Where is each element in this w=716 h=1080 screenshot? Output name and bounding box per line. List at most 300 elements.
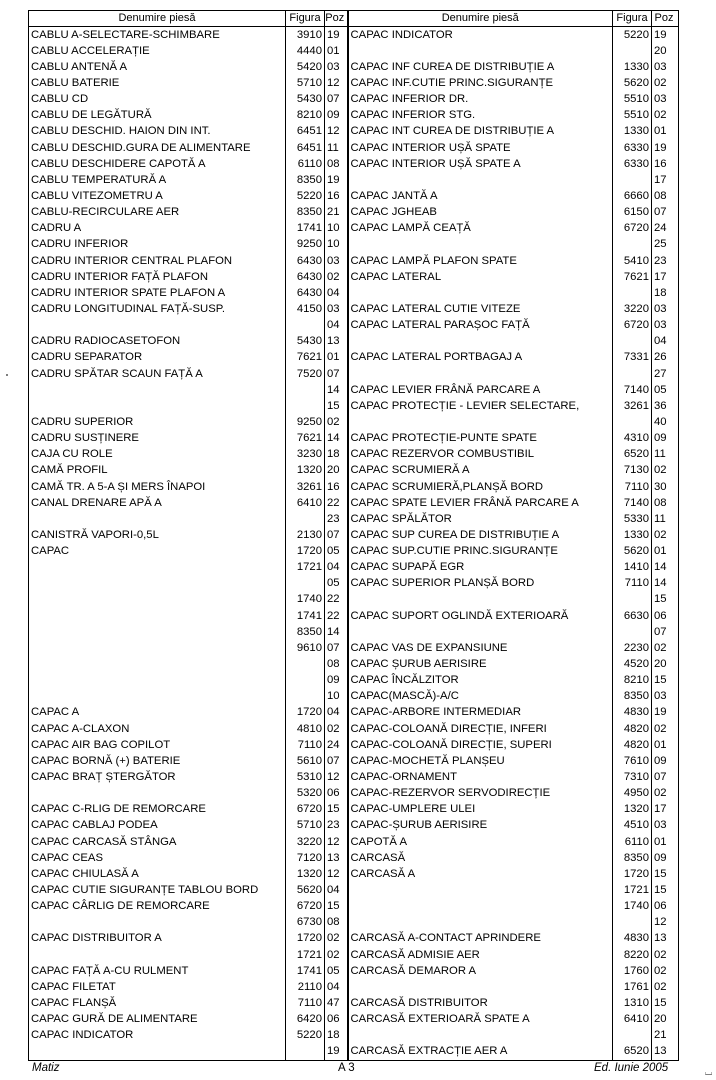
part-name-left: CADRU SUPERIOR bbox=[29, 414, 286, 430]
figura-right: 5620 bbox=[613, 75, 652, 91]
part-name-left: CANISTRĂ VAPORI-0,5L bbox=[29, 527, 286, 543]
part-name-right: CAPAC INF CUREA DE DISTRIBUȚIE A bbox=[348, 59, 613, 75]
table-row bbox=[29, 769, 679, 785]
poz-left: 06 bbox=[325, 786, 348, 802]
poz-left: 02 bbox=[325, 947, 348, 963]
part-name-right: CAPAC-ORNAMENT bbox=[348, 769, 613, 785]
figura-left: 5310 bbox=[286, 769, 325, 785]
figura-right: 5510 bbox=[613, 108, 652, 124]
poz-right: 14 bbox=[652, 560, 679, 576]
poz-right: 06 bbox=[652, 899, 679, 915]
parts-table bbox=[28, 10, 679, 1061]
table-body bbox=[29, 27, 679, 1061]
poz-left: 02 bbox=[325, 414, 348, 430]
part-name-left: CABLU DE LEGĂTURĂ bbox=[29, 108, 286, 124]
poz-left: 04 bbox=[325, 882, 348, 898]
poz-right: 12 bbox=[652, 915, 679, 931]
figura-right: 1761 bbox=[613, 979, 652, 995]
part-name-left: CAPAC A-CLAXON bbox=[29, 721, 286, 737]
part-name-right bbox=[348, 624, 613, 640]
part-name-right: CAPAC INTERIOR UȘĂ SPATE bbox=[348, 140, 613, 156]
part-name-right: CARCASĂ DEMAROR A bbox=[348, 963, 613, 979]
poz-left: 06 bbox=[325, 1012, 348, 1028]
part-name-right: CAPAC SUPERIOR PLANȘĂ BORD bbox=[348, 576, 613, 592]
table-row bbox=[29, 899, 679, 915]
part-name-left: CAPAC C-RLIG DE REMORCARE bbox=[29, 802, 286, 818]
poz-right: 20 bbox=[652, 43, 679, 59]
poz-left: 05 bbox=[325, 544, 348, 560]
part-name-right: CAPAC-COLOANĂ DIRECȚIE, INFERI bbox=[348, 721, 613, 737]
part-name-left bbox=[29, 592, 286, 608]
part-name-right: CARCASĂ EXTERIOARĂ SPATE A bbox=[348, 1012, 613, 1028]
figura-right: 4830 bbox=[613, 931, 652, 947]
poz-right: 14 bbox=[652, 576, 679, 592]
part-name-left: CADRU INTERIOR FAȚĂ PLAFON bbox=[29, 269, 286, 285]
poz-right: 07 bbox=[652, 205, 679, 221]
figura-right: 6520 bbox=[613, 1044, 652, 1061]
poz-right: 02 bbox=[652, 947, 679, 963]
part-name-left: CAMĂ PROFIL bbox=[29, 463, 286, 479]
figura-left: 1320 bbox=[286, 866, 325, 882]
header-name-right: Denumire piesă bbox=[348, 11, 613, 27]
poz-right: 30 bbox=[652, 479, 679, 495]
poz-left: 18 bbox=[325, 1028, 348, 1044]
figura-right: 6110 bbox=[613, 834, 652, 850]
table-row bbox=[29, 624, 679, 640]
figura-left: 1741 bbox=[286, 963, 325, 979]
figura-right: 7621 bbox=[613, 269, 652, 285]
part-name-right: CAPAC(MASCĂ)-A/C bbox=[348, 689, 613, 705]
table-row bbox=[29, 431, 679, 447]
figura-left: 1721 bbox=[286, 560, 325, 576]
poz-left: 24 bbox=[325, 737, 348, 753]
figura-left: 7110 bbox=[286, 737, 325, 753]
part-name-right: CAPAC JGHEAB bbox=[348, 205, 613, 221]
table-row bbox=[29, 592, 679, 608]
poz-left: 15 bbox=[325, 802, 348, 818]
table-row bbox=[29, 527, 679, 543]
figura-left: 5220 bbox=[286, 188, 325, 204]
table-row bbox=[29, 124, 679, 140]
figura-right: 6410 bbox=[613, 1012, 652, 1028]
poz-left: 04 bbox=[325, 285, 348, 301]
poz-left: 12 bbox=[325, 769, 348, 785]
figura-left: 1741 bbox=[286, 608, 325, 624]
figura-left: 6720 bbox=[286, 899, 325, 915]
poz-left: 19 bbox=[325, 1044, 348, 1061]
part-name-left bbox=[29, 398, 286, 414]
figura-right: 4830 bbox=[613, 705, 652, 721]
part-name-left bbox=[29, 1044, 286, 1061]
figura-left: 1720 bbox=[286, 544, 325, 560]
figura-left: 4440 bbox=[286, 43, 325, 59]
part-name-right: CAPAC-ȘURUB AERISIRE bbox=[348, 818, 613, 834]
figura-right: 1720 bbox=[613, 866, 652, 882]
part-name-left: CABLU DESCHID. HAION DIN INT. bbox=[29, 124, 286, 140]
figura-left: 1320 bbox=[286, 463, 325, 479]
part-name-left: CAPAC FILETAT bbox=[29, 979, 286, 995]
poz-right: 18 bbox=[652, 285, 679, 301]
poz-left: 01 bbox=[325, 350, 348, 366]
figura-left bbox=[286, 398, 325, 414]
figura-right: 1310 bbox=[613, 995, 652, 1011]
part-name-left bbox=[29, 318, 286, 334]
header-poz-right: Poz bbox=[652, 11, 679, 27]
part-name-right: CAPAC INFERIOR DR. bbox=[348, 92, 613, 108]
figura-right: 1320 bbox=[613, 802, 652, 818]
figura-left: 5430 bbox=[286, 334, 325, 350]
part-name-right bbox=[348, 979, 613, 995]
figura-left: 7520 bbox=[286, 366, 325, 382]
poz-left: 23 bbox=[325, 818, 348, 834]
poz-right: 06 bbox=[652, 608, 679, 624]
table-row bbox=[29, 1044, 679, 1061]
table-row bbox=[29, 463, 679, 479]
figura-left: 3230 bbox=[286, 447, 325, 463]
table-row bbox=[29, 301, 679, 317]
table-row bbox=[29, 608, 679, 624]
table-row bbox=[29, 753, 679, 769]
part-name-left: CADRU LONGITUDINAL FAȚĂ-SUSP. bbox=[29, 301, 286, 317]
poz-left: 19 bbox=[325, 172, 348, 188]
figura-left: 6430 bbox=[286, 269, 325, 285]
poz-right: 16 bbox=[652, 156, 679, 172]
footer-model: Matiz bbox=[32, 1062, 60, 1074]
poz-right: 02 bbox=[652, 108, 679, 124]
poz-left: 02 bbox=[325, 931, 348, 947]
poz-right: 05 bbox=[652, 382, 679, 398]
figura-right bbox=[613, 237, 652, 253]
poz-left: 18 bbox=[325, 447, 348, 463]
poz-left: 02 bbox=[325, 269, 348, 285]
poz-right: 02 bbox=[652, 463, 679, 479]
part-name-left: CADRU RADIOCASETOFON bbox=[29, 334, 286, 350]
part-name-right: CAPAC INDICATOR bbox=[348, 27, 613, 44]
figura-right: 5620 bbox=[613, 544, 652, 560]
part-name-left bbox=[29, 786, 286, 802]
part-name-right: CAPAC-REZERVOR SERVODIRECȚIE bbox=[348, 786, 613, 802]
figura-left: 7621 bbox=[286, 350, 325, 366]
figura-right bbox=[613, 285, 652, 301]
table-row bbox=[29, 931, 679, 947]
poz-left: 12 bbox=[325, 834, 348, 850]
poz-right: 23 bbox=[652, 253, 679, 269]
poz-right: 02 bbox=[652, 75, 679, 91]
part-name-right: CARCASĂ A bbox=[348, 866, 613, 882]
table-row bbox=[29, 253, 679, 269]
part-name-right: CAPAC LATERAL PARAȘOC FAȚĂ bbox=[348, 318, 613, 334]
poz-right: 09 bbox=[652, 431, 679, 447]
poz-left: 01 bbox=[325, 43, 348, 59]
part-name-left: CAPAC DISTRIBUITOR A bbox=[29, 931, 286, 947]
poz-left: 10 bbox=[325, 237, 348, 253]
poz-right: 15 bbox=[652, 866, 679, 882]
poz-right: 02 bbox=[652, 786, 679, 802]
table-row bbox=[29, 866, 679, 882]
figura-left: 6420 bbox=[286, 1012, 325, 1028]
part-name-left: CABLU ACCELERAȚIE bbox=[29, 43, 286, 59]
table-row bbox=[29, 350, 679, 366]
part-name-right bbox=[348, 237, 613, 253]
part-name-right: CARCASĂ A-CONTACT APRINDERE bbox=[348, 931, 613, 947]
table-row bbox=[29, 850, 679, 866]
table-row bbox=[29, 640, 679, 656]
poz-right: 07 bbox=[652, 769, 679, 785]
poz-right: 13 bbox=[652, 1044, 679, 1061]
figura-left: 5710 bbox=[286, 75, 325, 91]
part-name-right bbox=[348, 414, 613, 430]
poz-left: 09 bbox=[325, 673, 348, 689]
figura-right: 8210 bbox=[613, 673, 652, 689]
table-row bbox=[29, 398, 679, 414]
part-name-right bbox=[348, 915, 613, 931]
figura-right: 8350 bbox=[613, 689, 652, 705]
header-figura-right: Figura bbox=[613, 11, 652, 27]
part-name-left: CAPAC CARCASĂ STÂNGA bbox=[29, 834, 286, 850]
poz-right: 08 bbox=[652, 188, 679, 204]
table-row bbox=[29, 963, 679, 979]
figura-right: 3261 bbox=[613, 398, 652, 414]
figura-left: 5620 bbox=[286, 882, 325, 898]
part-name-right: CAPAC JANTĂ A bbox=[348, 188, 613, 204]
figura-left bbox=[286, 511, 325, 527]
poz-right: 02 bbox=[652, 963, 679, 979]
figura-left: 4810 bbox=[286, 721, 325, 737]
part-name-right: CAPAC VAS DE EXPANSIUNE bbox=[348, 640, 613, 656]
figura-right: 1740 bbox=[613, 899, 652, 915]
table-row bbox=[29, 915, 679, 931]
figura-right: 1410 bbox=[613, 560, 652, 576]
figura-left bbox=[286, 382, 325, 398]
part-name-right: CAPAC SCRUMIERĂ,PLANȘĂ BORD bbox=[348, 479, 613, 495]
table-row bbox=[29, 237, 679, 253]
figura-right: 4820 bbox=[613, 721, 652, 737]
part-name-left bbox=[29, 511, 286, 527]
figura-right bbox=[613, 915, 652, 931]
table-row bbox=[29, 382, 679, 398]
poz-left: 23 bbox=[325, 511, 348, 527]
table-row bbox=[29, 285, 679, 301]
table-row bbox=[29, 92, 679, 108]
part-name-left: CAPAC CUTIE SIGURANȚE TABLOU BORD bbox=[29, 882, 286, 898]
figura-right: 6330 bbox=[613, 140, 652, 156]
poz-right: 08 bbox=[652, 495, 679, 511]
part-name-right: CAPAC ȘURUB AERISIRE bbox=[348, 656, 613, 672]
header-name-left: Denumire piesă bbox=[29, 11, 286, 27]
figura-left: 1720 bbox=[286, 931, 325, 947]
figura-left: 1741 bbox=[286, 221, 325, 237]
part-name-right: CAPAC PROTECȚIE-PUNTE SPATE bbox=[348, 431, 613, 447]
figura-right: 7310 bbox=[613, 769, 652, 785]
poz-left: 07 bbox=[325, 527, 348, 543]
table-row bbox=[29, 172, 679, 188]
part-name-right: CAPAC INF.CUTIE PRINC.SIGURANȚE bbox=[348, 75, 613, 91]
figura-left: 8350 bbox=[286, 624, 325, 640]
figura-right bbox=[613, 414, 652, 430]
footer-edition: Ed. Iunie 2005 bbox=[594, 1062, 669, 1074]
poz-right: 02 bbox=[652, 527, 679, 543]
figura-right: 6660 bbox=[613, 188, 652, 204]
table-row bbox=[29, 495, 679, 511]
figura-right: 4310 bbox=[613, 431, 652, 447]
part-name-right: CARCASĂ DISTRIBUITOR bbox=[348, 995, 613, 1011]
table-row bbox=[29, 156, 679, 172]
poz-left: 14 bbox=[325, 624, 348, 640]
table-row bbox=[29, 689, 679, 705]
part-name-left: CADRU INFERIOR bbox=[29, 237, 286, 253]
poz-left: 21 bbox=[325, 205, 348, 221]
poz-right: 19 bbox=[652, 27, 679, 44]
poz-right: 15 bbox=[652, 673, 679, 689]
poz-right: 20 bbox=[652, 656, 679, 672]
part-name-right: CAPAC-ARBORE INTERMEDIAR bbox=[348, 705, 613, 721]
part-name-left: CAPAC BORNĂ (+) BATERIE bbox=[29, 753, 286, 769]
poz-right: 17 bbox=[652, 802, 679, 818]
poz-left: 08 bbox=[325, 656, 348, 672]
poz-right: 15 bbox=[652, 592, 679, 608]
table-row bbox=[29, 188, 679, 204]
figura-left: 7120 bbox=[286, 850, 325, 866]
figura-left: 6720 bbox=[286, 802, 325, 818]
part-name-left: CABLU DESCHID.GURA DE ALIMENTARE bbox=[29, 140, 286, 156]
figura-left: 8350 bbox=[286, 172, 325, 188]
poz-right: 01 bbox=[652, 834, 679, 850]
figura-left: 6430 bbox=[286, 253, 325, 269]
figura-right: 7331 bbox=[613, 350, 652, 366]
figura-left: 5610 bbox=[286, 753, 325, 769]
part-name-left: CAPAC CÂRLIG DE REMORCARE bbox=[29, 899, 286, 915]
table-row bbox=[29, 544, 679, 560]
poz-left: 08 bbox=[325, 915, 348, 931]
part-name-left: CAPAC FAȚĂ A-CU RULMENT bbox=[29, 963, 286, 979]
figura-left: 3220 bbox=[286, 834, 325, 850]
figura-left: 5420 bbox=[286, 59, 325, 75]
table-row bbox=[29, 818, 679, 834]
figura-right: 5220 bbox=[613, 27, 652, 44]
figura-left: 3261 bbox=[286, 479, 325, 495]
table-row bbox=[29, 414, 679, 430]
figura-left: 5710 bbox=[286, 818, 325, 834]
part-name-left: CAMĂ TR. A 5-A ȘI MERS ÎNAPOI bbox=[29, 479, 286, 495]
header-figura-left: Figura bbox=[286, 11, 325, 27]
part-name-left: CADRU INTERIOR CENTRAL PLAFON bbox=[29, 253, 286, 269]
poz-left: 16 bbox=[325, 479, 348, 495]
poz-right: 07 bbox=[652, 624, 679, 640]
poz-right: 36 bbox=[652, 398, 679, 414]
poz-right: 01 bbox=[652, 124, 679, 140]
figura-left: 6430 bbox=[286, 285, 325, 301]
part-name-right bbox=[348, 882, 613, 898]
poz-right: 17 bbox=[652, 172, 679, 188]
part-name-left bbox=[29, 673, 286, 689]
figura-left: 9250 bbox=[286, 237, 325, 253]
figura-left: 1740 bbox=[286, 592, 325, 608]
poz-left: 07 bbox=[325, 366, 348, 382]
poz-right: 03 bbox=[652, 689, 679, 705]
poz-left: 04 bbox=[325, 705, 348, 721]
poz-left: 05 bbox=[325, 963, 348, 979]
part-name-right: CAPAC LATERAL CUTIE VITEZE bbox=[348, 301, 613, 317]
table-row bbox=[29, 1028, 679, 1044]
figura-right: 4510 bbox=[613, 818, 652, 834]
poz-left: 12 bbox=[325, 866, 348, 882]
part-name-left bbox=[29, 640, 286, 656]
figura-right: 1721 bbox=[613, 882, 652, 898]
figura-left bbox=[286, 673, 325, 689]
poz-left: 04 bbox=[325, 979, 348, 995]
part-name-left: CADRU SPĂTAR SCAUN FAȚĂ A bbox=[29, 366, 286, 382]
table-row bbox=[29, 834, 679, 850]
table-row bbox=[29, 447, 679, 463]
figura-left: 1721 bbox=[286, 947, 325, 963]
table-row bbox=[29, 75, 679, 91]
figura-right bbox=[613, 366, 652, 382]
corner-mark: ⌴ bbox=[705, 1067, 713, 1077]
poz-right: 13 bbox=[652, 931, 679, 947]
table-row bbox=[29, 318, 679, 334]
poz-left: 02 bbox=[325, 721, 348, 737]
figura-left bbox=[286, 318, 325, 334]
part-name-left: CABLU CD bbox=[29, 92, 286, 108]
table-row bbox=[29, 705, 679, 721]
part-name-right: CAPAC SCRUMIERĂ A bbox=[348, 463, 613, 479]
poz-left: 22 bbox=[325, 495, 348, 511]
figura-right bbox=[613, 43, 652, 59]
figura-right: 1330 bbox=[613, 124, 652, 140]
poz-right: 20 bbox=[652, 1012, 679, 1028]
part-name-left: CAJA CU ROLE bbox=[29, 447, 286, 463]
table-row bbox=[29, 140, 679, 156]
figura-left bbox=[286, 689, 325, 705]
table-row bbox=[29, 43, 679, 59]
figura-right: 7610 bbox=[613, 753, 652, 769]
table-row bbox=[29, 979, 679, 995]
figura-left: 7621 bbox=[286, 431, 325, 447]
figura-left: 6110 bbox=[286, 156, 325, 172]
figura-right bbox=[613, 592, 652, 608]
part-name-left: CAPAC CEAS bbox=[29, 850, 286, 866]
poz-right: 21 bbox=[652, 1028, 679, 1044]
poz-right: 03 bbox=[652, 301, 679, 317]
poz-left: 04 bbox=[325, 318, 348, 334]
poz-left: 13 bbox=[325, 334, 348, 350]
part-name-left bbox=[29, 382, 286, 398]
figura-left: 5220 bbox=[286, 1028, 325, 1044]
part-name-right: CAPAC INFERIOR STG. bbox=[348, 108, 613, 124]
part-name-left bbox=[29, 560, 286, 576]
part-name-right: CAPAC-UMPLERE ULEI bbox=[348, 802, 613, 818]
poz-right: 11 bbox=[652, 447, 679, 463]
part-name-right: CAPAC-COLOANĂ DIRECȚIE, SUPERI bbox=[348, 737, 613, 753]
part-name-left: CAPAC CABLAJ PODEA bbox=[29, 818, 286, 834]
figura-left: 9250 bbox=[286, 414, 325, 430]
figura-left bbox=[286, 656, 325, 672]
poz-right: 03 bbox=[652, 318, 679, 334]
part-name-right: CAPAC SUP CUREA DE DISTRIBUȚIE A bbox=[348, 527, 613, 543]
table-row bbox=[29, 479, 679, 495]
figura-left: 9610 bbox=[286, 640, 325, 656]
part-name-left: CADRU A bbox=[29, 221, 286, 237]
table-row bbox=[29, 269, 679, 285]
part-name-left bbox=[29, 624, 286, 640]
poz-right: 09 bbox=[652, 850, 679, 866]
figura-right: 6520 bbox=[613, 447, 652, 463]
table-row bbox=[29, 786, 679, 802]
figura-left bbox=[286, 1044, 325, 1061]
part-name-right bbox=[348, 43, 613, 59]
poz-right: 09 bbox=[652, 753, 679, 769]
poz-right: 03 bbox=[652, 818, 679, 834]
